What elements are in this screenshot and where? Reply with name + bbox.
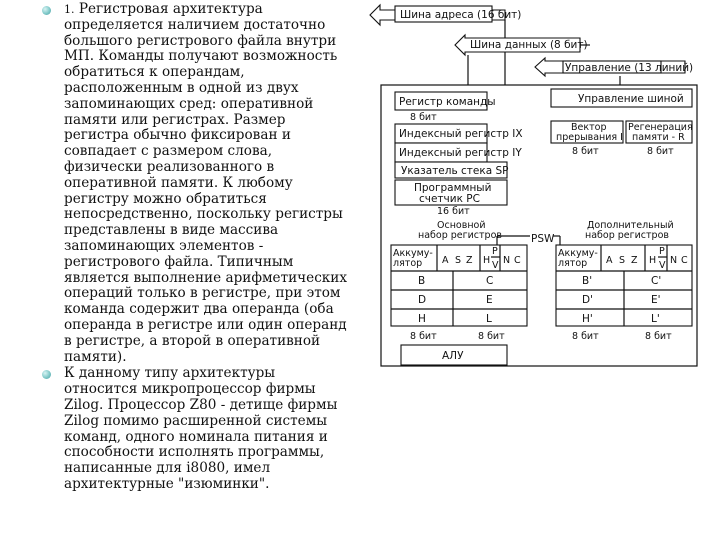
control-bus <box>535 58 693 85</box>
alu-label: АЛУ <box>442 350 464 362</box>
bullet-text: К данному типу архитектуры относится микропроцессор фирмы Zilog. Процессор Z80 - детище фирмы Zilog помимо расширенной системы команд, одного номинала питания и способности исполнять программы, написанные для i8080, имел архитектурные "изюминки". <box>64 365 338 492</box>
data-bus <box>455 35 590 85</box>
bus-control-label: Управление шиной <box>578 93 684 105</box>
index-ix-label: Индексный регистр IX <box>399 128 523 140</box>
alt-flag-a: A <box>606 255 613 266</box>
interrupt-vector-label-1: Вектор <box>571 122 607 133</box>
bullet-text: Регистровая архитектура определяется наличием достаточно большого регистрового файла внутри МП. Команды получают возможность обратиться к операндам, расположенным в одной из двух запоминающих сред: оперативной памяти или регистрах. Размер регистра обычно фиксирован и совпадает с размером слова, физически реализованного в оперативной памяти. К любому регистру можно обратиться непосредственно, поскольку регистры представлены в виде массива запоминающих элементов - регистрового файла. Типичным является выполнение арифметических операций только в регистре, при этом команда содержит два операнда (оба операнда в регистре или один операнд в регистре, а второй в оперативной памяти). <box>64 1 348 365</box>
regeneration-bits: 8 бит <box>647 146 674 157</box>
main-set-label-2: набор регистров <box>418 230 502 241</box>
alt-flag-s: S <box>619 255 626 266</box>
program-counter-bits: 16 бит <box>437 206 470 217</box>
main-reg-l: L <box>486 313 492 325</box>
alt-reg-l: L' <box>651 313 660 325</box>
main-flag-z: Z <box>466 255 473 266</box>
alt-reg-d: D' <box>582 294 593 306</box>
index-iy-label: Индексный регистр IY <box>399 147 522 159</box>
regeneration-label-1: Регенерация <box>628 122 693 133</box>
main-flag-p: P <box>492 246 498 257</box>
instruction-register-bits: 8 бит <box>410 112 437 123</box>
stack-pointer-label: Указатель стека SP <box>401 165 509 177</box>
main-flag-s: S <box>455 255 462 266</box>
interrupt-vector-label-2: прерывания I <box>556 132 623 143</box>
bullet-number: 1. <box>64 3 75 16</box>
alt-flag-h: H <box>649 255 657 266</box>
alt-flag-c: C <box>681 255 688 266</box>
alt-flag-z: Z <box>631 255 638 266</box>
interrupt-vector-bits: 8 бит <box>572 146 599 157</box>
main-acc-label-2: лятор <box>393 258 423 269</box>
main-reg-h: H <box>418 313 426 325</box>
alt-bits-left: 8 бит <box>572 331 599 342</box>
psw-label: PSW <box>531 233 555 245</box>
alt-set-label-1: Дополнительный <box>587 220 674 231</box>
main-reg-d: D <box>418 294 427 306</box>
main-acc-label-1: Аккуму- <box>393 248 433 259</box>
control-bus-label: Управление (13 линий) <box>565 62 694 74</box>
regeneration-label-2: памяти - R <box>632 132 685 143</box>
program-counter-label-2: счетчик PC <box>419 193 480 205</box>
main-flag-a: A <box>442 255 449 266</box>
alt-flag-p: P <box>659 246 665 257</box>
alt-acc-label-2: лятор <box>558 258 588 269</box>
main-register-grid <box>391 245 527 326</box>
alt-set-label-2: набор регистров <box>585 230 669 241</box>
main-reg-b: B <box>418 275 426 287</box>
main-bits-right: 8 бит <box>478 331 505 342</box>
program-counter-label-1: Программный <box>414 182 492 194</box>
main-flag-n: N <box>503 255 511 266</box>
alt-register-grid <box>556 245 692 326</box>
main-flag-c: C <box>514 255 521 266</box>
main-flag-h: H <box>483 255 491 266</box>
alt-bits-right: 8 бит <box>645 331 672 342</box>
instruction-register-label: Регистр команды <box>399 96 496 108</box>
main-set-label-1: Основной <box>437 220 486 231</box>
address-bus-label: Шина адреса (16 бит) <box>400 9 522 21</box>
alt-reg-b: B' <box>582 275 593 287</box>
alt-reg-e: E' <box>651 294 661 306</box>
alt-flag-v: V <box>659 260 666 271</box>
main-reg-c: C <box>486 275 494 287</box>
main-reg-e: E <box>486 294 493 306</box>
main-bits-left: 8 бит <box>410 331 437 342</box>
alt-reg-c: C' <box>651 275 662 287</box>
alt-flag-n: N <box>670 255 678 266</box>
data-bus-label: Шина данных (8 бит) <box>470 39 588 51</box>
alt-reg-h: H' <box>582 313 593 325</box>
alt-acc-label-1: Аккуму- <box>558 248 598 259</box>
main-flag-v: V <box>492 260 499 271</box>
